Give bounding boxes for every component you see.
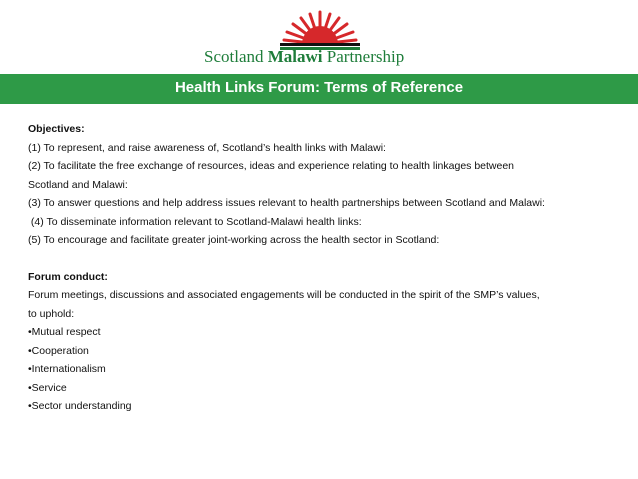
logo-word-malawi: Malawi (267, 47, 323, 66)
conduct-intro: Forum meetings, discussions and associated engagements will be conducted in the spirit of the SMP’s values, (28, 289, 540, 301)
value-item: •Internationalism (28, 363, 106, 375)
objective-line: Scotland and Malawi: (28, 178, 128, 191)
conduct-intro: to uphold: (28, 307, 75, 320)
conduct-heading: Forum conduct: (28, 270, 108, 283)
objectives-heading: Objectives: (28, 123, 85, 135)
spacer (28, 250, 608, 268)
objective-line: (2) To facilitate the free exchange of resources, ideas and experience relating to health linkages between (28, 160, 515, 172)
value-item: •Cooperation (28, 344, 89, 357)
page-title: Health Links Forum: Terms of Reference (174, 79, 464, 96)
logo-wordmark (204, 47, 444, 67)
value-item: •Sector understanding (28, 400, 132, 412)
objective-line: (3) To answer questions and help address issues relevant to health partnerships between Scotland and Malawi: (28, 197, 545, 209)
objective-line: (1) To represent, and raise awareness of, Scotland’s health links with Malawi: (28, 141, 386, 154)
value-item: •Service (28, 381, 67, 394)
objective-line: (5) To encourage and facilitate greater joint-working across the health sector in Scotland: (28, 234, 440, 246)
document-body (28, 120, 608, 416)
objective-line: (4) To disseminate information relevant to Scotland-Malawi health links: (28, 215, 362, 228)
sunrise-logo-icon (272, 8, 368, 52)
header-logo (0, 0, 638, 72)
value-item: •Mutual respect (28, 326, 101, 338)
logo-word-scotland: Scotland (204, 47, 264, 66)
title-banner (0, 74, 638, 104)
logo-word-partnership: Partnership (326, 47, 405, 66)
